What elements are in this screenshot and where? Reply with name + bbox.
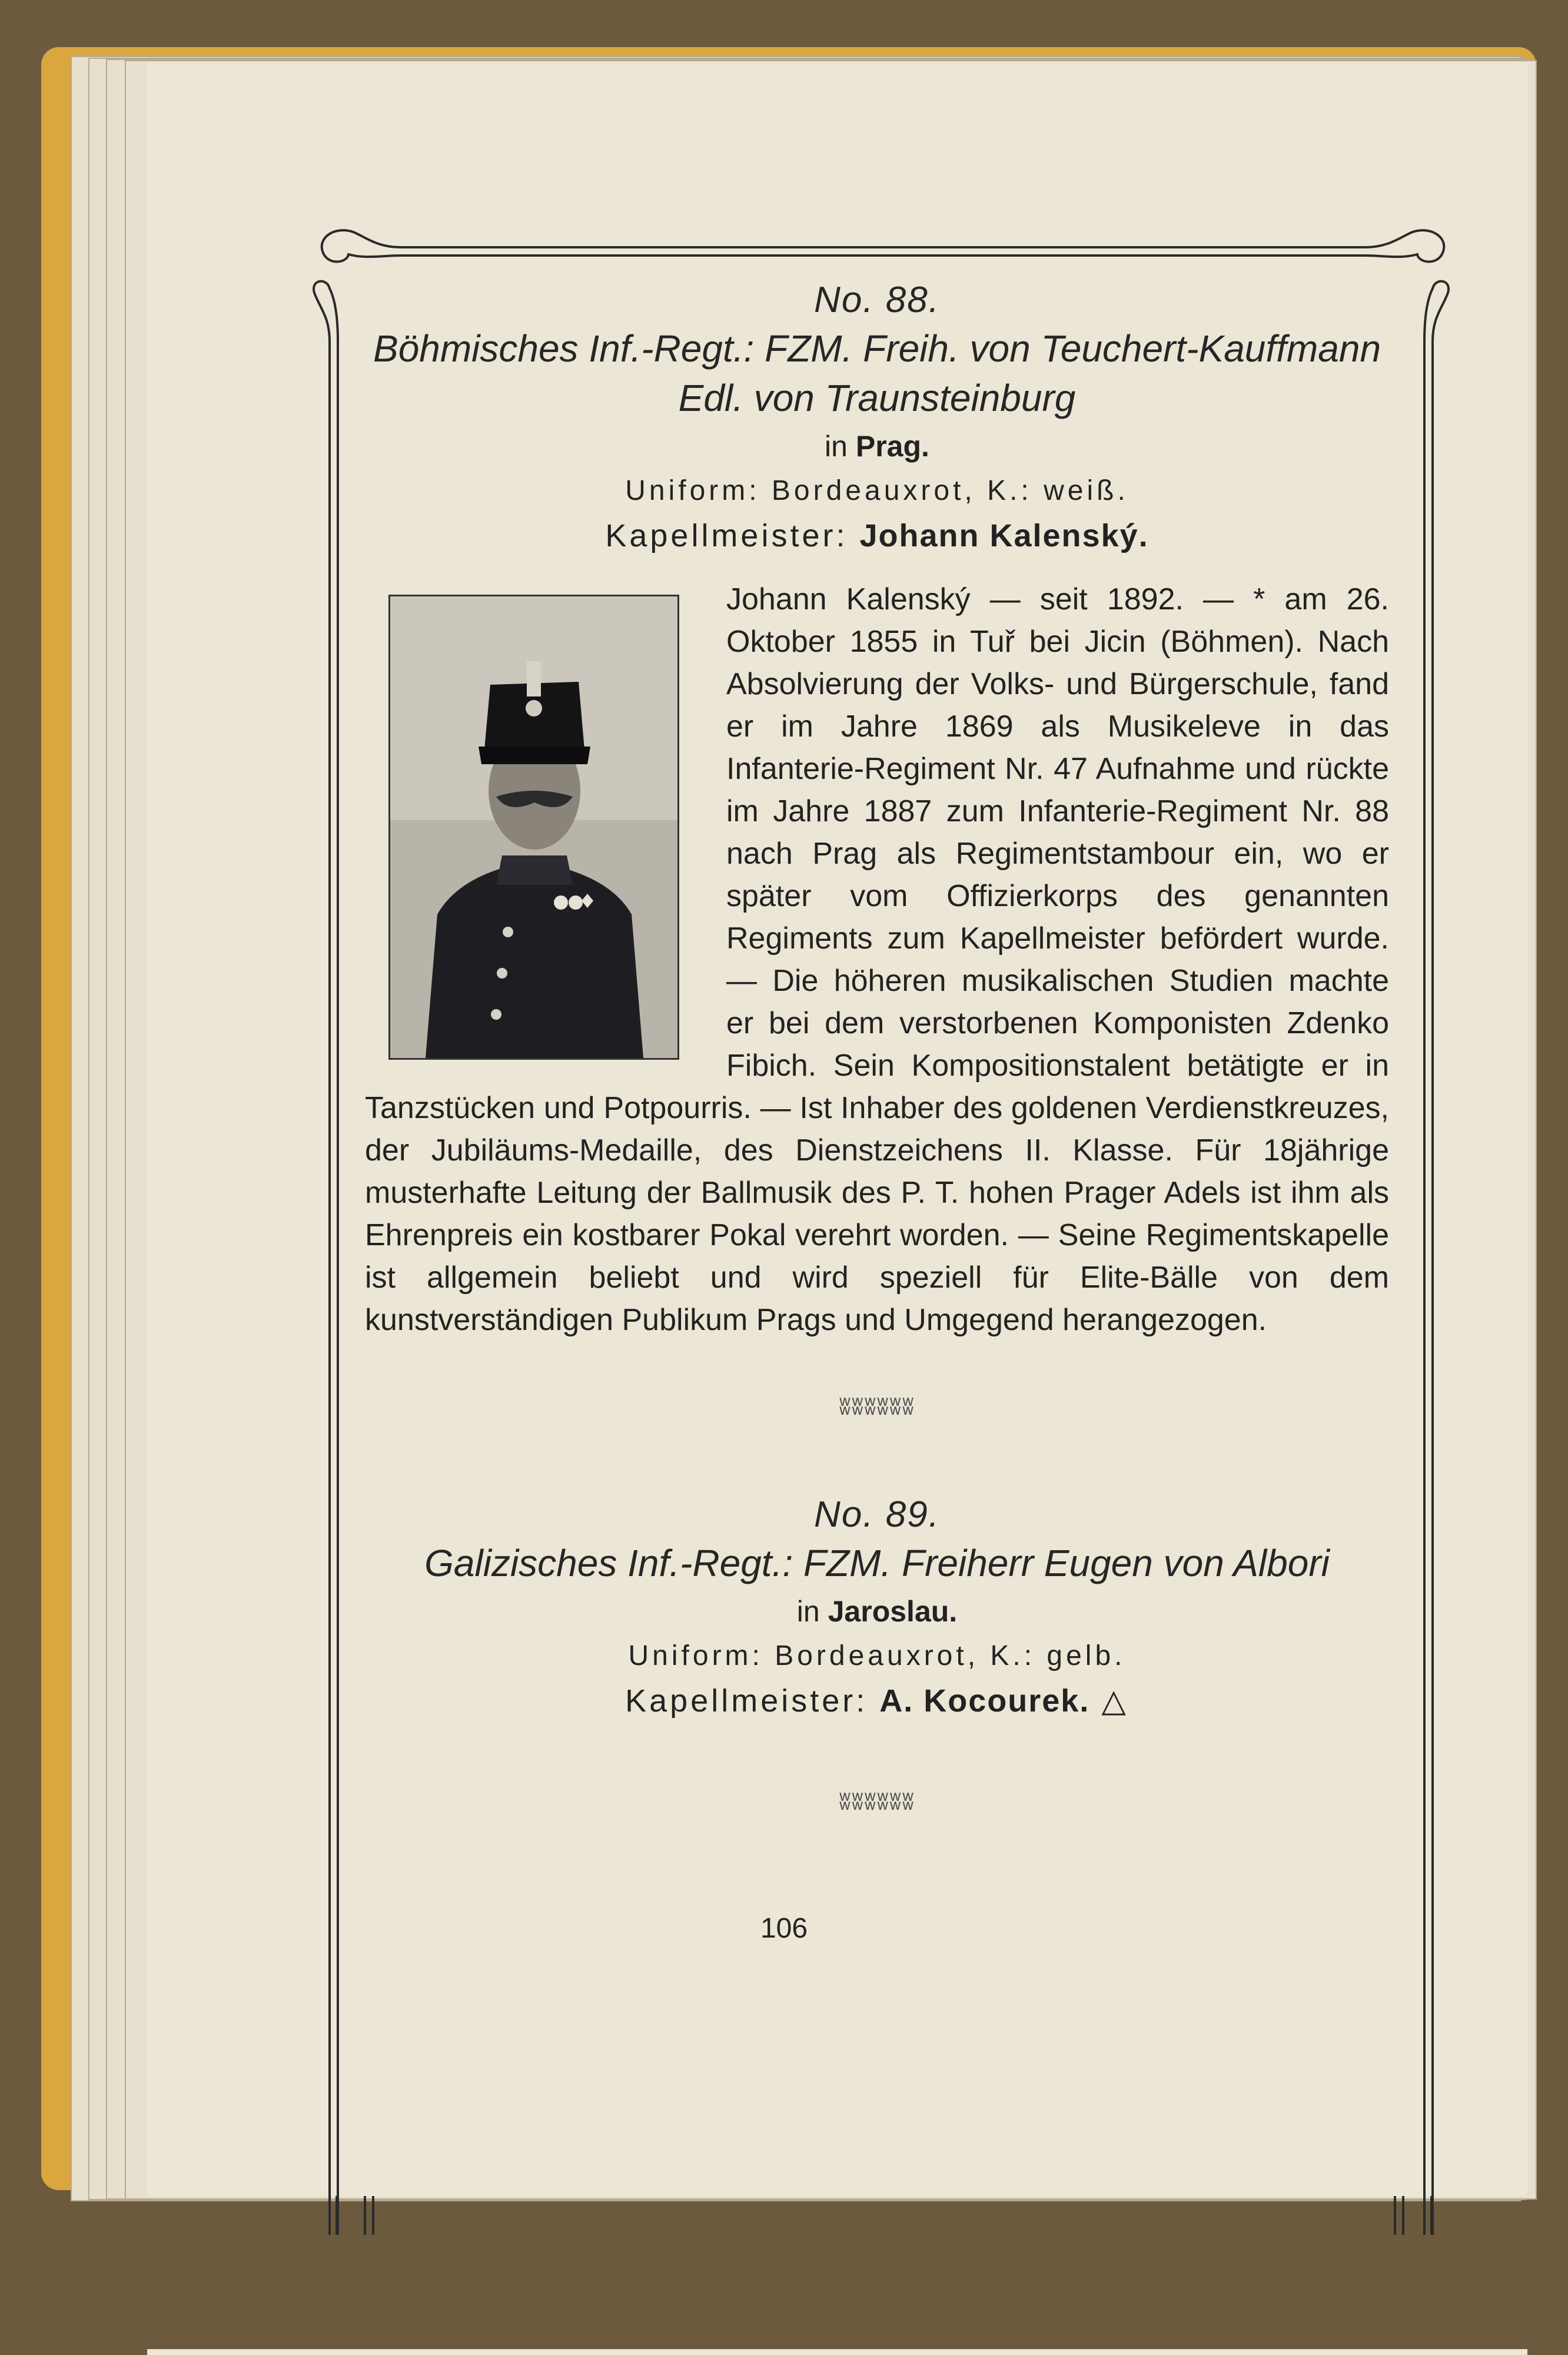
entry-89-city-line <box>365 1588 1389 1635</box>
entry-88-kapellmeister <box>365 512 1389 559</box>
entry-88-city-line <box>365 423 1389 470</box>
entry-89-kapellmeister <box>365 1677 1389 1724</box>
entry-89-uniform: Uniform: Bordeauxrot, K.: gelb. <box>628 1640 1126 1671</box>
entry-88-biography: Johann Kalenský — seit 1892. — * am 26. Oktober 1855 in Tuř bei Jicin (Böhmen). Nach Absolvierung der Volks- und Bürgerschule, fand er im Jahre 1869 als Musikeleve in das Infanterie-Regiment Nr. 47 Aufnahme und rückte im Jahre 1887 zum Infanterie-Regiment Nr. 88 nach Prag als Regimentstambour ein, wo er später vom Offizierkorps des genannten Regiments zum Kapellmeister befördert wurde. — Die höheren musikalischen Studien machte er bei dem verstorbenen Komponisten Zdenko Fibich. Sein Kompositionstalent betätigte er in Tanzstücken und Potpourris. — Ist Inhaber des goldenen Verdienstkreuzes, der Jubiläums-Medaille, des Dienstzeichens II. Klasse. Für 18jährige musterhafte Leitung der Ballmusik des P. T. hohen Prager Adels ist ihm als Ehrenpreis ein kostbarer Pokal verehrt worden. — Seine Regimentskapelle ist allgemein beliebt und wird speziell für Elite-Bälle von dem kunstverständigen Publikum Prags und Umgegend herangezogen. <box>365 582 1389 1337</box>
entry-88-regiment-cont: Edl. von Traunsteinburg <box>678 377 1076 419</box>
entry-88-city: Prag. <box>855 430 929 463</box>
portrait-figure <box>390 596 677 1058</box>
ornament-divider-bottom: ʬʬʬʬʬʬ <box>839 1789 915 1815</box>
kapellmeister-label: Kapellmeister: <box>625 1683 868 1719</box>
entry-89-number: No. 89. <box>814 1494 940 1535</box>
city-prefix: in <box>825 430 848 463</box>
kapellmeister-name: Johann Kalenský. <box>859 518 1149 553</box>
entry-88-biography-block <box>365 578 1389 1341</box>
ornament-divider: ʬʬʬʬʬʬ <box>839 1394 915 1420</box>
entry-89-city: Jaroslau. <box>828 1595 958 1628</box>
entry-88-uniform: Uniform: Bordeauxrot, K.: weiß. <box>625 475 1129 506</box>
entry-88-number: No. 88. <box>814 280 940 320</box>
entry-89-regiment: Galizisches Inf.-Regt.: FZM. Freiherr Eugen von Albori <box>424 1542 1330 1584</box>
portrait-photo <box>388 595 679 1060</box>
city-prefix: in <box>796 1595 820 1628</box>
entry-88-regiment: Böhmisches Inf.-Regt.: FZM. Freih. von Teuchert-Kauffmann <box>373 327 1381 370</box>
kapellmeister-name: A. Kocourek. <box>879 1683 1090 1719</box>
mask <box>147 2349 1527 2355</box>
triangle-symbol: △ <box>1101 1683 1129 1719</box>
kapellmeister-label: Kapellmeister: <box>605 518 848 553</box>
page-content <box>365 277 1389 1816</box>
page-number: 106 <box>760 1913 808 1944</box>
